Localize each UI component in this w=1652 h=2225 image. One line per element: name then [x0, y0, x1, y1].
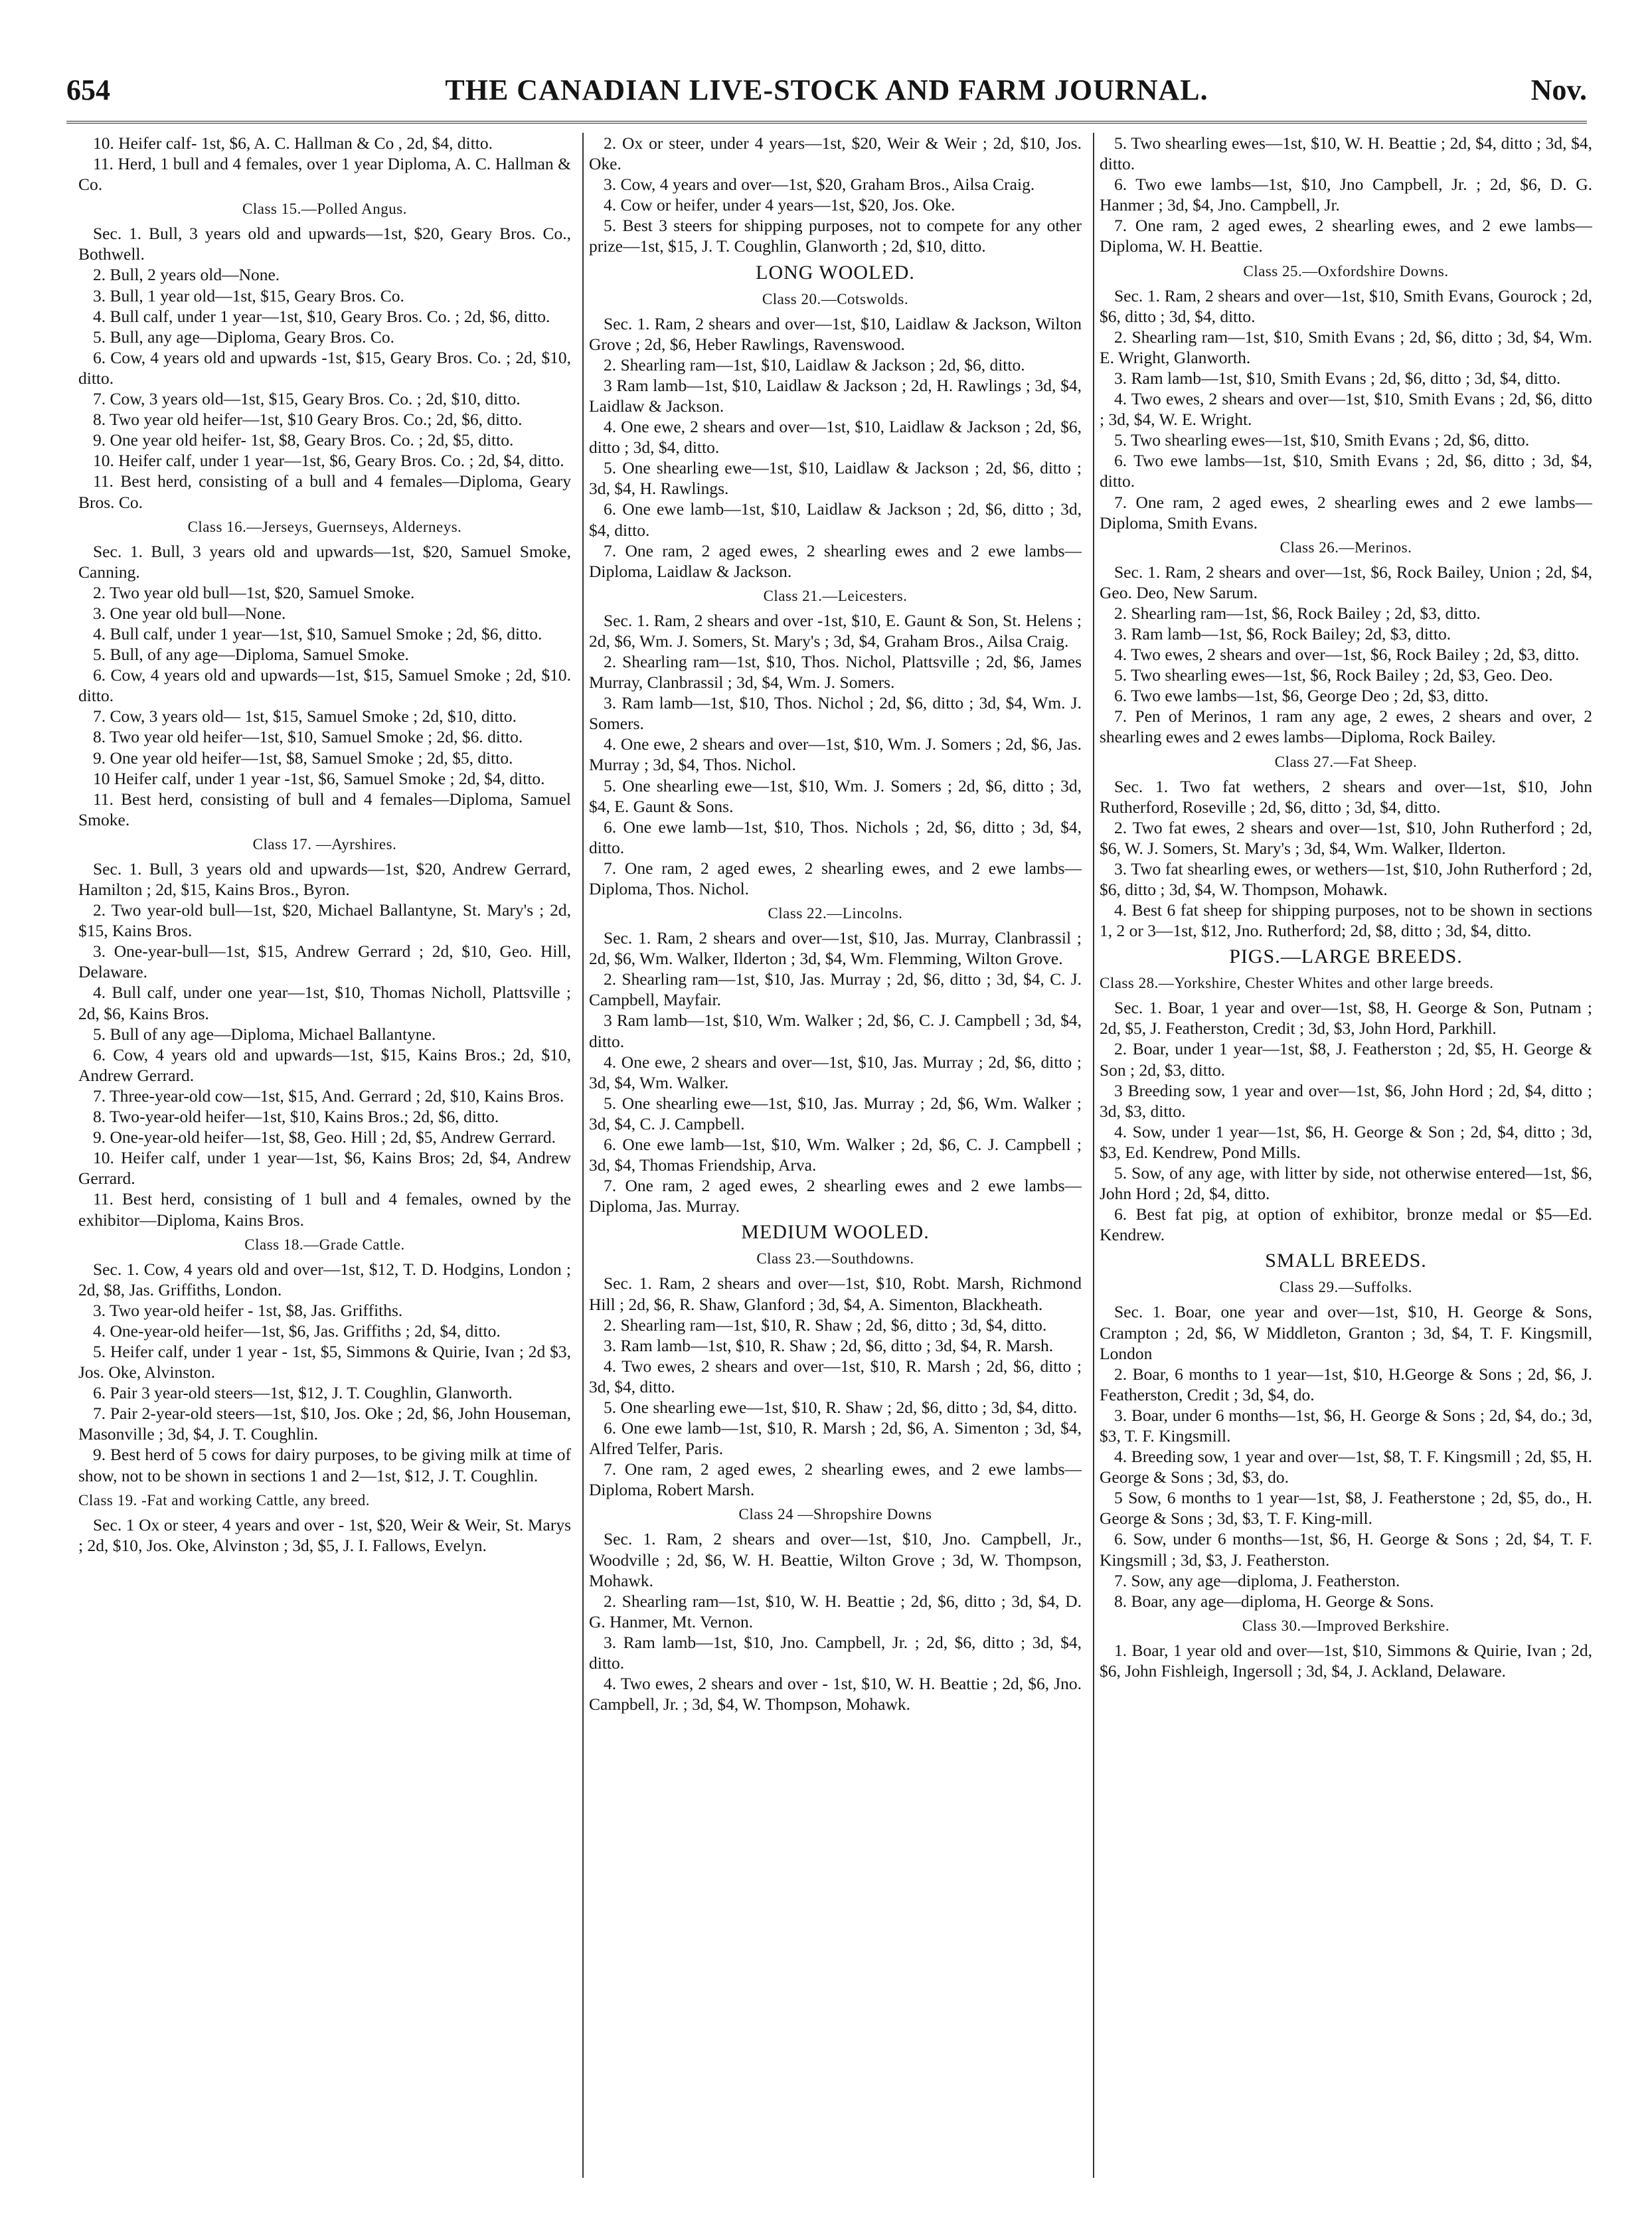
prize-entry: 3 Breeding sow, 1 year and over—1st, $6, John Hord ; 2d, $4, ditto ; 3d, $3, ditto. [1100, 1080, 1592, 1121]
prize-entry: 2. Shearling ram—1st, $6, Rock Bailey ; 2d, $3, ditto. [1114, 603, 1481, 623]
prize-entry: Sec. 1. Ram, 2 shears and over—1st, $6, Rock Bailey, Union ; 2d, $4, Geo. Deo, New Sarum. [1100, 562, 1592, 602]
prize-entry: 5 Sow, 6 months to 1 year—1st, $8, J. Featherstone ; 2d, $5, do., H. George & Sons ; 3d, $3, T. F. King-mill. [1100, 1488, 1592, 1528]
header-rule [66, 121, 1587, 124]
class-heading: Class 26.—Merinos. [1280, 538, 1412, 556]
prize-entry: 4. Two ewes, 2 shears and over - 1st, $10, W. H. Beattie ; 2d, $6, Jno. Campbell, Jr. ; 3d, $4, W. Thompson, Mohawk. [589, 1674, 1082, 1714]
prize-entry: 7. Pair 2-year-old steers—1st, $10, Jos. Oke ; 2d, $6, John Houseman, Masonville ; 3d, $4, J. T. Coughlin. [78, 1404, 571, 1444]
prize-entry: 4. Best 6 fat sheep for shipping purposes, not to be shown in sections 1, 2 or 3—1st, $12, Jno. Rutherford; 2d, $8, ditto ; 3d, $4, ditto. [1100, 900, 1592, 941]
prize-entry: 6. Cow, 4 years old and upwards -1st, $15, Geary Bros. Co. ; 2d, $10, ditto. [78, 347, 571, 388]
prize-entry: 6. One ewe lamb—1st, $10, Laidlaw & Jackson ; 2d, $6, ditto ; 3d, $4, ditto. [589, 499, 1082, 540]
page-number: 654 [66, 74, 110, 106]
prize-entry: 2. Shearling ram—1st, $10, W. H. Beattie ; 2d, $6, ditto ; 3d, $4, D. G. Hanmer, Mt. Vernon. [589, 1591, 1082, 1631]
prize-entry: 9. One year old heifer—1st, $8, Samuel Smoke ; 2d, $5, ditto. [93, 748, 513, 768]
prize-entry: 3. Two fat shearling ewes, or wethers—1st, $10, John Rutherford ; 2d, $6, ditto ; 3d, $4, W. Thompson, Mohawk. [1100, 859, 1592, 899]
prize-entry: 7. One ram, 2 aged ewes, 2 shearling ewes and 2 ewe lambs—Diploma, Smith Evans. [1100, 492, 1592, 533]
class-heading: Class 27.—Fat Sheep. [1274, 753, 1418, 770]
prize-entry: 6. Two ewe lambs—1st, $6, George Deo ; 2d, $3, ditto. [1114, 686, 1489, 706]
prize-entry: 5. Sow, of any age, with litter by side, not otherwise entered—1st, $6, John Hord ; 2d, $4, ditto. [1100, 1163, 1592, 1204]
prize-entry: 3. One-year-bull—1st, $15, Andrew Gerrard ; 2d, $10, Geo. Hill, Delaware. [78, 942, 571, 982]
class-heading: Class 21.—Leicesters. [763, 587, 908, 604]
prize-entry: 10 Heifer calf, under 1 year -1st, $6, Samuel Smoke ; 2d, $4, ditto. [93, 768, 545, 788]
prize-entry: 4. One ewe, 2 shears and over—1st, $10, Wm. J. Somers ; 2d, $6, Jas. Murray ; 3d, $4, Thos. Nichol. [589, 734, 1082, 775]
prize-entry: 4. Bull calf, under 1 year—1st, $10, Geary Bros. Co. ; 2d, $6, ditto. [93, 306, 550, 326]
prize-entry: 5. Bull of any age—Diploma, Michael Ballantyne. [93, 1024, 436, 1044]
prize-entry: 4. Sow, under 1 year—1st, $6, H. George & Son ; 2d, $4, ditto ; 3d, $3, Ed. Kendrew, Pond Mills. [1100, 1121, 1592, 1162]
prize-entry: 3. One year old bull—None. [93, 603, 286, 623]
prize-entry: 7. One ram, 2 aged ewes, 2 shearling ewes, and 2 ewe lambs—Diploma, Robert Marsh. [589, 1459, 1082, 1500]
prize-entry: 7. One ram, 2 aged ewes, 2 shearling ewes, and 2 ewe lambs—Diploma, W. H. Beattie. [1100, 216, 1592, 256]
prize-entry: 3. Ram lamb—1st, $10, Jno. Campbell, Jr. ; 2d, $6, ditto ; 3d, $4, ditto. [589, 1632, 1082, 1673]
prize-entry: 4. One ewe, 2 shears and over—1st, $10, Jas. Murray ; 2d, $6, ditto ; 3d, $4, Wm. Walker. [589, 1052, 1082, 1092]
prize-entry: 8. Two year old heifer—1st, $10 Geary Bros. Co.; 2d, $6, ditto. [93, 410, 523, 430]
prize-entry: 3. Ram lamb—1st, $6, Rock Bailey; 2d, $3, ditto. [1114, 623, 1451, 643]
prize-entry: 1. Boar, 1 year old and over—1st, $10, Simmons & Quirie, Ivan ; 2d, $6, John Fishleigh, Ingersoll ; 3d, $4, J. Ackland, Delaware. [1100, 1640, 1592, 1681]
prize-entry: 4. Bull calf, under 1 year—1st, $10, Samuel Smoke ; 2d, $6, ditto. [93, 623, 542, 643]
prize-entry: 10. Heifer calf- 1st, $6, A. C. Hallman & Co , 2d, $4, ditto. [93, 133, 493, 153]
prize-entry: Sec. 1. Two fat wethers, 2 shears and over—1st, $10, John Rutherford, Roseville ; 2d, $6, ditto ; 3d, $4, ditto. [1100, 776, 1592, 817]
prize-entry: 4. Breeding sow, 1 year and over—1st, $8, T. F. Kingsmill ; 2d, $5, H. George & Sons ; 3d, $3, do. [1100, 1447, 1592, 1487]
prize-entry: 7. One ram, 2 aged ewes, 2 shearling ewes and 2 ewe lambs—Diploma, Laidlaw & Jackson. [589, 540, 1082, 581]
prize-entry: 2. Bull, 2 years old—None. [93, 265, 280, 285]
class-heading: Class 19. -Fat and working Cattle, any breed. [78, 1491, 370, 1509]
prize-entry: 7. One ram, 2 aged ewes, 2 shearling ewes, and 2 ewe lambs—Diploma, Thos. Nichol. [589, 858, 1082, 898]
prize-entry: 2. Two year-old bull—1st, $20, Michael Ballantyne, St. Mary's ; 2d, $15, Kains Bros. [78, 900, 571, 941]
prize-entry: 6. Two ewe lambs—1st, $10, Jno Campbell, Jr. ; 2d, $6, D. G. Hanmer ; 3d, $4, Jno. Campbell, Jr. [1100, 175, 1592, 215]
column-divider [1093, 133, 1094, 2178]
prize-entry: 2. Boar, 6 months to 1 year—1st, $10, H.George & Sons ; 2d, $6, J. Featherston, Credit ; 3d, $4, do. [1100, 1364, 1592, 1404]
section-heading: LONG WOOLED. [756, 261, 915, 284]
prize-entry: 3. Two year-old heifer - 1st, $8, Jas. Griffiths. [93, 1300, 403, 1320]
class-heading: Class 20.—Cotswolds. [762, 290, 909, 307]
prize-entry: 3. Ram lamb—1st, $10, Thos. Nichol ; 2d, $6, ditto ; 3d, $4, Wm. J. Somers. [589, 693, 1082, 734]
prize-entry: Sec. 1. Ram, 2 shears and over—1st, $10, Robt. Marsh, Richmond Hill ; 2d, $6, R. Shaw, Glanford ; 3d, $4, A. Simenton, Blackheath. [589, 1274, 1082, 1314]
class-heading: Class 18.—Grade Cattle. [244, 1236, 405, 1253]
class-heading: Class 16.—Jerseys, Guernseys, Alderneys. [187, 518, 462, 535]
prize-entry: 7. Three-year-old cow—1st, $15, And. Gerrard ; 2d, $10, Kains Bros. [93, 1086, 564, 1106]
prize-entry: 3. Bull, 1 year old—1st, $15, Geary Bros. Co. [93, 286, 404, 305]
prize-entry: Sec. 1. Ram, 2 shears and over—1st, $10, Laidlaw & Jackson, Wilton Grove ; 2d, $6, Heber Rawlings, Ravenswood. [589, 313, 1082, 354]
prize-entry: 6. One ewe lamb—1st, $10, R. Marsh ; 2d, $6, A. Simenton ; 3d, $4, Alfred Telfer, Paris. [589, 1418, 1082, 1459]
prize-entry: 6. One ewe lamb—1st, $10, Thos. Nichols ; 2d, $6, ditto ; 3d, $4, ditto. [589, 817, 1082, 857]
prize-entry: 8. Boar, any age—diploma, H. George & Sons. [1114, 1591, 1434, 1611]
prize-entry: 3. Ram lamb—1st, $10, R. Shaw ; 2d, $6, ditto ; 3d, $4, R. Marsh. [604, 1335, 1054, 1355]
prize-entry: 10. Heifer calf, under 1 year—1st, $6, Kains Bros; 2d, $4, Andrew Gerrard. [78, 1148, 571, 1189]
class-heading: Class 17. —Ayrshires. [252, 835, 397, 853]
prize-entry: Sec. 1 Ox or steer, 4 years and over - 1st, $20, Weir & Weir, St. Marys ; 2d, $10, Jos. Oke, Alvinston ; 3d, $5, J. I. Fallows, Evelyn. [78, 1515, 571, 1555]
prize-entry: 7. Cow, 3 years old— 1st, $15, Samuel Smoke ; 2d, $10, ditto. [93, 706, 517, 726]
section-heading: SMALL BREEDS. [1265, 1250, 1427, 1272]
prize-entry: Sec. 1. Bull, 3 years old and upwards—1st, $20, Samuel Smoke, Canning. [78, 541, 571, 582]
prize-entry: 2. Boar, under 1 year—1st, $8, J. Featherston ; 2d, $5, H. George & Son ; 2d, $3, ditto. [1100, 1039, 1592, 1080]
prize-entry: 5. Two shearling ewes—1st, $10, W. H. Beattie ; 2d, $4, ditto ; 3d, $4, ditto. [1100, 133, 1592, 174]
prize-entry: 11. Best herd, consisting of a bull and 4 females—Diploma, Geary Bros. Co. [78, 471, 571, 512]
prize-entry: 6. Sow, under 6 months—1st, $6, H. George & Sons ; 2d, $4, T. F. Kingsmill ; 3d, $3, J. Featherston. [1100, 1529, 1592, 1570]
prize-entry: 7. Sow, any age—diploma, J. Featherston. [1114, 1570, 1400, 1590]
prize-entry: 4. Bull calf, under one year—1st, $10, Thomas Nicholl, Plattsville ; 2d, $6, Kains Bros. [78, 983, 571, 1023]
column-2 [589, 133, 1082, 2204]
class-heading: Class 25.—Oxfordshire Downs. [1243, 262, 1449, 280]
prize-entry: 6. Two ewe lambs—1st, $10, Smith Evans ; 2d, $6, ditto ; 3d, $4, ditto. [1100, 451, 1592, 491]
prize-entry: 2. Shearling ram—1st, $10, Thos. Nichol, Plattsville ; 2d, $6, James Murray, Clanbrassil ; 3d, $4, Wm. J. Somers. [589, 651, 1082, 693]
prize-entry: 3. Boar, under 6 months—1st, $6, H. George & Sons ; 2d, $4, do.; 3d, $3, T. F. Kingsmill. [1100, 1405, 1592, 1445]
prize-entry: 7. Cow, 3 years old—1st, $15, Geary Bros. Co. ; 2d, $10, ditto. [93, 389, 521, 409]
prize-entry: 6. One ewe lamb—1st, $10, Wm. Walker ; 2d, $6, C. J. Campbell ; 3d, $4, Thomas Friendship, Arva. [589, 1135, 1082, 1175]
prize-entry: 3. Cow, 4 years and over—1st, $20, Graham Bros., Ailsa Craig. [604, 175, 1035, 195]
prize-entry: 2. Shearling ram—1st, $10, Jas. Murray ; 2d, $6, ditto ; 3d, $4, C. J. Campbell, Mayfair. [589, 969, 1082, 1010]
prize-entry: 8. Two year old heifer—1st, $10, Samuel Smoke ; 2d, $6. ditto. [93, 727, 523, 747]
prize-entry: 5. One shearling ewe—1st, $10, Jas. Murray ; 2d, $6, Wm. Walker ; 3d, $4, C. J. Campbell. [589, 1093, 1082, 1133]
prize-entry: 4. One ewe, 2 shears and over—1st, $10, Laidlaw & Jackson ; 2d, $6, ditto ; 3d, $4, ditto. [589, 417, 1082, 457]
prize-entry: 5. One shearling ewe—1st, $10, Laidlaw & Jackson ; 2d, $6, ditto ; 3d, $4, H. Rawlings. [589, 458, 1082, 499]
prize-entry: Sec. 1. Bull, 3 years old and upwards—1st, $20, Andrew Gerrard, Hamilton ; 2d, $15, Kains Bros., Byron. [78, 859, 571, 899]
prize-entry: 11. Best herd, consisting of 1 bull and 4 females, owned by the exhibitor—Diploma, Kains Bros. [78, 1189, 571, 1230]
prize-entry: 5. Heifer calf, under 1 year - 1st, $5, Simmons & Quirie, Ivan ; 2d $3, Jos. Oke, Alvinston. [78, 1341, 571, 1382]
class-heading: Class 23.—Southdowns. [756, 1250, 914, 1268]
prize-entry: 5. Two shearling ewes—1st, $6, Rock Bailey ; 2d, $3, Geo. Deo. [1114, 665, 1553, 685]
prize-entry: 3. Ram lamb—1st, $10, Smith Evans ; 2d, $6, ditto ; 3d, $4, ditto. [1114, 368, 1561, 388]
class-heading: Class 15.—Polled Angus. [242, 201, 407, 218]
prize-entry: 3 Ram lamb—1st, $10, Laidlaw & Jackson ; 2d, H. Rawlings ; 3d, $4, Laidlaw & Jackson. [589, 375, 1082, 416]
column-1 [78, 133, 571, 2204]
prize-entry: Sec. 1. Bull, 3 years old and upwards—1st, $20, Geary Bros. Co., Bothwell. [78, 224, 571, 264]
prize-entry: Sec. 1. Ram, 2 shears and over -1st, $10, E. Gaunt & Son, St. Helens ; 2d, $6, Wm. J. Somers, St. Mary's ; 3d, $4, Graham Bros., Ailsa Craig. [589, 610, 1082, 651]
journal-title: THE CANADIAN LIVE-STOCK AND FARM JOURNAL. [445, 74, 1208, 106]
prize-entry: 2. Shearling ram—1st, $10, R. Shaw ; 2d, $6, ditto ; 3d, $4, ditto. [604, 1315, 1047, 1335]
prize-entry: 6. Pair 3 year-old steers—1st, $12, J. T. Coughlin, Glanworth. [93, 1383, 513, 1403]
prize-entry: 2. Two year old bull—1st, $20, Samuel Smoke. [93, 582, 415, 602]
prize-entry: 5. Two shearling ewes—1st, $10, Smith Evans ; 2d, $6, ditto. [1114, 430, 1530, 450]
prize-entry: 4. Two ewes, 2 shears and over—1st, $10, Smith Evans ; 2d, $6, ditto ; 3d, $4, W. E. Wright. [1100, 389, 1592, 430]
prize-entry: 6. Cow, 4 years old and upwards—1st, $15, Samuel Smoke ; 2d, $10. ditto. [78, 665, 571, 706]
prize-entry: 6. Best fat pig, at option of exhibitor, bronze medal or $5—Ed. Kendrew. [1100, 1204, 1592, 1245]
class-heading: Class 28.—Yorkshire, Chester Whites and other large breeds. [1100, 975, 1494, 992]
section-heading: PIGS.—LARGE BREEDS. [1229, 946, 1463, 968]
prize-entry: 5. Bull, any age—Diploma, Geary Bros. Co. [93, 327, 394, 347]
prize-entry: 11. Best herd, consisting of bull and 4 females—Diploma, Samuel Smoke. [78, 789, 571, 829]
prize-entry: 4. Cow or heifer, under 4 years—1st, $20, Jos. Oke. [604, 195, 955, 215]
prize-entry: 2. Shearling ram—1st, $10, Laidlaw & Jackson ; 2d, $6, ditto. [604, 355, 1025, 374]
prize-entry: 6. Cow, 4 years old and upwards—1st, $15, Kains Bros.; 2d, $10, Andrew Gerrard. [78, 1044, 571, 1085]
prize-entry: 4. Two ewes, 2 shears and over—1st, $10, R. Marsh ; 2d, $6, ditto ; 3d, $4, ditto. [589, 1356, 1082, 1396]
prize-entry: 2. Shearling ram—1st, $10, Smith Evans ; 2d, $6, ditto ; 3d, $4, Wm. E. Wright, Glanworth. [1100, 327, 1592, 367]
prize-entry: 2. Two fat ewes, 2 shears and over—1st, $10, John Rutherford ; 2d, $6, W. J. Somers, St. Mary's ; 3d, $4, Wm. Walker, Ilderton. [1100, 817, 1592, 858]
prize-entry: Sec. 1. Ram, 2 shears and over—1st, $10, Smith Evans, Gourock ; 2d, $6, ditto ; 3d, $4, ditto. [1100, 286, 1592, 326]
prize-entry: Sec. 1. Cow, 4 years old and over—1st, $12, T. D. Hodgins, London ; 2d, $8, Jas. Griffiths, London. [78, 1259, 571, 1299]
prize-entry: 8. Two-year-old heifer—1st, $10, Kains Bros.; 2d, $6, ditto. [93, 1107, 499, 1127]
prize-entry: 5. Best 3 steers for shipping purposes, not to compete for any other prize—1st, $15, J. T. Coughlin, Glanworth ; 2d, $10, ditto. [589, 216, 1082, 256]
prize-entry: Sec. 1. Boar, one year and over—1st, $10, H. George & Sons, Crampton ; 2d, $6, W Middleton, Granton ; 3d, $4, T. F. Kingsmill, London [1100, 1302, 1592, 1363]
column-divider [582, 133, 584, 2178]
section-heading: MEDIUM WOOLED. [741, 1221, 930, 1244]
prize-entry: 5. One shearling ewe—1st, $10, R. Shaw ; 2d, $6, ditto ; 3d, $4, ditto. [604, 1397, 1078, 1417]
prize-entry: 3 Ram lamb—1st, $10, Wm. Walker ; 2d, $6, C. J. Campbell ; 3d, $4, ditto. [589, 1011, 1082, 1051]
prize-entry: 9. One-year-old heifer—1st, $8, Geo. Hill ; 2d, $5, Andrew Gerrard. [93, 1127, 556, 1147]
prize-entry: 5. One shearling ewe—1st, $10, Wm. J. Somers ; 2d, $6, ditto ; 3d, $4, E. Gaunt & Sons. [589, 776, 1082, 816]
prize-entry: Sec. 1. Boar, 1 year and over—1st, $8, H. George & Son, Putnam ; 2d, $5, J. Featherston, Credit ; 3d, $3, John Hord, Parkhill. [1100, 998, 1592, 1038]
class-heading: Class 30.—Improved Berkshire. [1242, 1617, 1450, 1634]
class-heading: Class 24 —Shropshire Downs [738, 1506, 932, 1523]
column-3 [1100, 133, 1592, 2204]
prize-entry: 4. Two ewes, 2 shears and over—1st, $6, Rock Bailey ; 2d, $3, ditto. [1114, 645, 1580, 665]
prize-entry: Sec. 1. Ram, 2 shears and over—1st, $10, Jno. Campbell, Jr., Woodville ; 2d, $6, W. H. Beattie, Wilton Grove ; 3d, W. Thompson, Mohawk. [589, 1529, 1082, 1590]
prize-entry: 11. Herd, 1 bull and 4 females, over 1 year Diploma, A. C. Hallman & Co. [78, 154, 571, 195]
prize-entry: 4. One-year-old heifer—1st, $6, Jas. Griffiths ; 2d, $4, ditto. [93, 1321, 501, 1341]
prize-entry: 7. Pen of Merinos, 1 ram any age, 2 ewes, 2 shears and over, 2 shearling ewes and 2 ewes lambs—Diploma, Rock Bailey. [1100, 706, 1592, 747]
prize-entry: Sec. 1. Ram, 2 shears and over—1st, $10, Jas. Murray, Clanbrassil ; 2d, $6, Wm. Walker, Ilderton ; 3d, $4, Wm. Flemming, Wilton Grove. [589, 928, 1082, 969]
page-header [66, 72, 1587, 120]
prize-entry: 7. One ram, 2 aged ewes, 2 shearling ewes and 2 ewe lambs—Diploma, Jas. Murray. [589, 1176, 1082, 1216]
class-heading: Class 29.—Suffolks. [1279, 1279, 1413, 1296]
prize-entry: 9. One year old heifer- 1st, $8, Geary Bros. Co. ; 2d, $5, ditto. [93, 430, 514, 450]
prize-entry: 9. Best herd of 5 cows for dairy purposes, to be giving milk at time of show, not to be shown in sections 1 and 2—1st, $12, J. T. Coughlin. [78, 1445, 571, 1485]
prize-entry: 2. Ox or steer, under 4 years—1st, $20, Weir & Weir ; 2d, $10, Jos. Oke. [589, 133, 1082, 174]
issue-month: Nov. [1530, 74, 1587, 106]
class-heading: Class 22.—Lincolns. [768, 905, 903, 922]
prize-entry: 5. Bull, of any age—Diploma, Samuel Smoke. [93, 645, 409, 665]
prize-entry: 10. Heifer calf, under 1 year—1st, $6, Geary Bros. Co. ; 2d, $4, ditto. [93, 451, 564, 471]
